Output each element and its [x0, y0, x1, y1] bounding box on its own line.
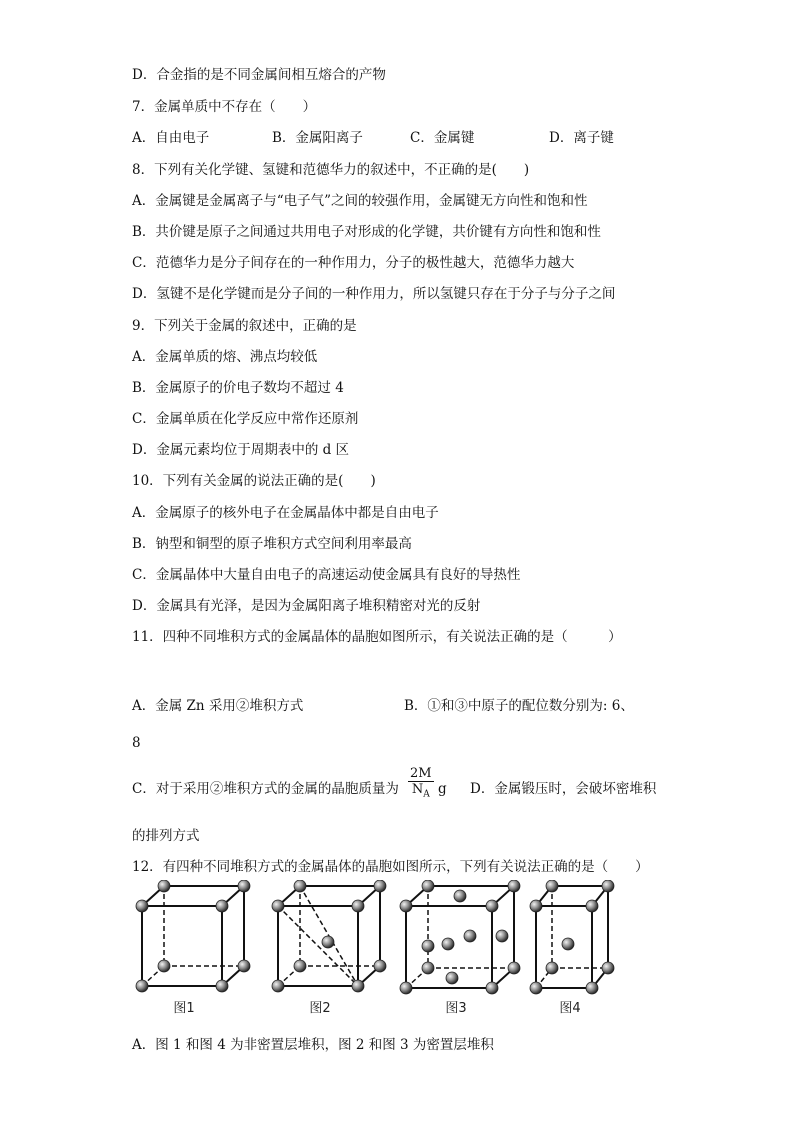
figure-4-caption: 图4 [559, 1001, 581, 1016]
q7-option-a: A．自由电子 [132, 130, 210, 146]
q11-option-d-continued: 的排列方式 [132, 828, 200, 844]
q10-option-a: A．金属原子的核外电子在金属晶体中都是自由电子 [132, 505, 439, 521]
q9-option-d: D．金属元素均位于周期表中的 d 区 [132, 442, 350, 458]
q11-option-c-text: C．对于采用②堆积方式的金属的晶胞质量为 [132, 781, 399, 797]
figure-1-caption: 图1 [173, 1001, 195, 1016]
denominator-symbol: N [411, 782, 424, 797]
q11-option-c-unit: g [438, 781, 447, 797]
fraction-numerator: 2M [410, 766, 432, 781]
q10-option-b: B．钠型和铜型的原子堆积方式空间利用率最高 [132, 536, 412, 552]
fraction-denominator [408, 782, 434, 803]
q9-option-b: B．金属原子的价电子数均不超过 4 [132, 380, 344, 396]
q8-option-a: A．金属键是金属离子与“电子气”之间的较强作用，金属键无方向性和饱和性 [132, 193, 588, 209]
q12-option-a: A．图 1 和图 4 为非密置层堆积，图 2 和图 3 为密置层堆积 [132, 1037, 494, 1053]
q11-option-b-continued: 8 [132, 735, 141, 751]
q7-option-b: B．金属阳离子 [272, 130, 363, 146]
denominator-subscript: A [423, 789, 430, 800]
q11-option-b: B．①和③中原子的配位数分别为: 6、 [404, 698, 634, 714]
q10-option-d: D．金属具有光泽，是因为金属阳离子堆积精密对光的反射 [132, 598, 481, 614]
q9-option-a: A．金属单质的熔、沸点均较低 [132, 349, 318, 365]
q11-option-a: A．金属 Zn 采用②堆积方式 [132, 698, 304, 714]
q10-stem: 10．下列有关金属的说法正确的是( ) [132, 473, 376, 489]
q11-option-d: D．金属锻压时，会破坏密堆积 [470, 781, 657, 797]
figure-3-face-centered-cubic [400, 880, 520, 994]
q8-option-d: D．氢键不是化学键而是分子间的一种作用力，所以氢键只存在于分子与分子之间 [132, 286, 616, 302]
crystal-cell-figures [128, 880, 628, 1020]
q8-option-c: C．范德华力是分子间存在的一种作用力，分子的极性越大，范德华力越大 [132, 255, 575, 271]
q7-option-c: C．金属键 [410, 130, 475, 146]
q11-mass-fraction [408, 766, 434, 803]
q8-stem: 8．下列有关化学键、氢键和范德华力的叙述中，不正确的是( ) [132, 162, 530, 178]
figure-1-simple-cubic [136, 880, 250, 992]
figure-3-caption: 图3 [445, 1001, 467, 1016]
q9-option-c: C．金属单质在化学反应中常作还原剂 [132, 411, 359, 427]
q7-stem: 7．金属单质中不存在（ ） [132, 99, 317, 115]
q9-stem: 9．下列关于金属的叙述中，正确的是 [132, 318, 357, 334]
q11-stem: 11．四种不同堆积方式的金属晶体的晶胞如图所示，有关说法正确的是（ ） [132, 629, 622, 645]
figure-2-caption: 图2 [309, 1001, 331, 1016]
q8-option-b: B．共价键是原子之间通过共用电子对形成的化学键，共价键有方向性和饱和性 [132, 224, 601, 240]
q6-option-d: D．合金指的是不同金属间相互熔合的产物 [132, 67, 386, 83]
q7-option-d: D．离子键 [549, 130, 614, 146]
q10-option-c: C．金属晶体中大量自由电子的高速运动使金属具有良好的导热性 [132, 567, 521, 583]
figure-2-body-centered-cubic [272, 880, 386, 992]
q12-stem: 12．有四种不同堆积方式的金属晶体的晶胞如图所示，下列有关说法正确的是（ ） [132, 859, 649, 875]
figure-4-hexagonal-cell [530, 880, 614, 994]
